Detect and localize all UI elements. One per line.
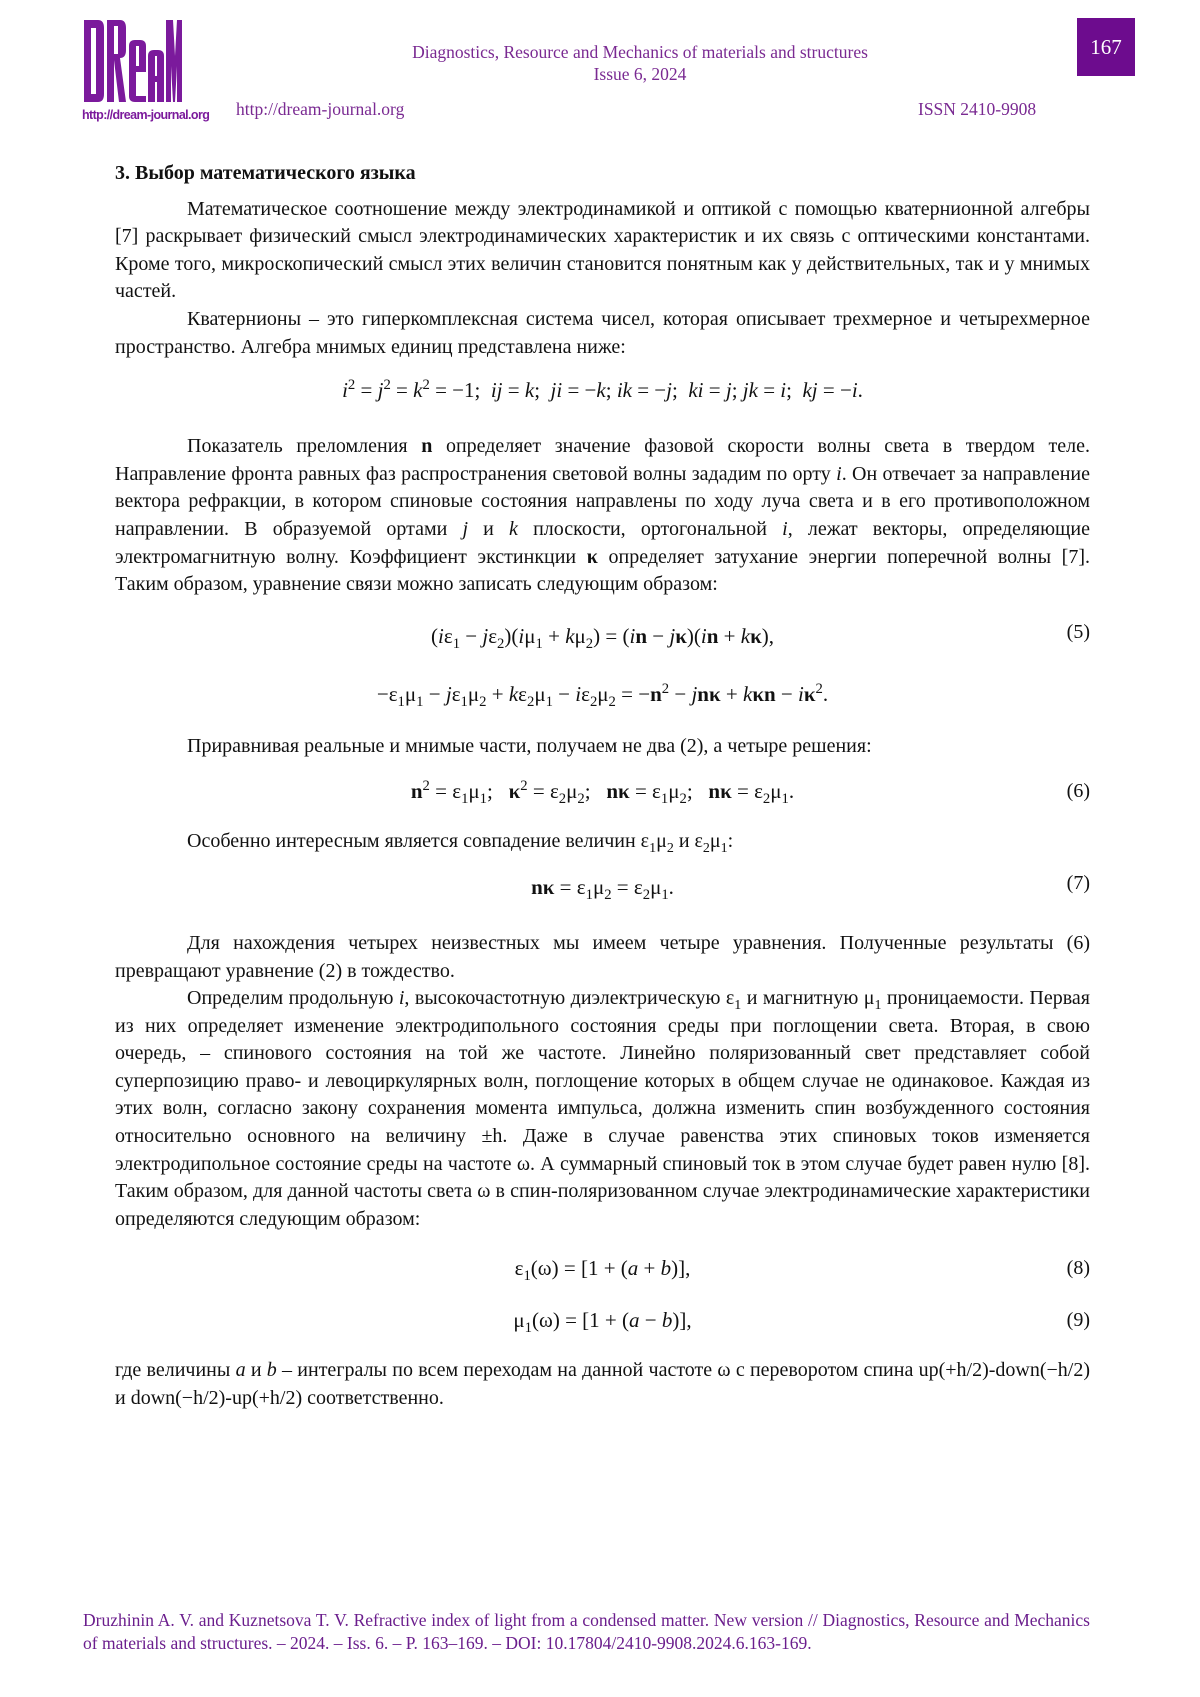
section-heading: 3. Выбор математического языка xyxy=(115,162,416,184)
equation-7-number: (7) xyxy=(1066,871,1090,894)
issn: ISSN 2410-9908 xyxy=(918,99,1037,119)
equation-7: $n\kappa = \varepsilon_1\mu_2 = \varepsilon_2\mu_1$. (7) xyxy=(531,871,1090,904)
paragraph-7: Определим продольную i, высокочастотную диэлектрическую $\varepsilon_1$ и магнитную $\mu_1$ проницаемости. Первая из них определяет изменение электродипольного состояния среды при поглощении света. Вторая, в свою очередь, – спинового состояния на той же частоте. Линейно поляризованный свет представляет собой суперпозицию право- и левоциркулярных волн, поглощение которых в общем случае не одинаковое. Каждая из этих волн, согласно закону сохранения момента импульса, должна изменить спин возбужденного состояния относительно основного на величину ±h. Даже в случае равенства этих спиновых токов изменяется электродипольное состояние среды на частоте ω. А суммарный спиновый ток в этом случае будет равен нулю [8]. Таким образом, для данной частоты света ω в спин-поляризованном случае электродинамические характеристики определяются следующим образом: xyxy=(115,987,1090,1230)
paragraph-5: Особенно интересным является совпадение величин $\varepsilon_1\mu_2$ и $\varepsilon_2\mu_1$: xyxy=(187,830,734,857)
journal-issue: Issue 6, 2024 xyxy=(593,64,687,84)
paragraph-6: Для нахождения четырех неизвестных мы имеем четыре уравнения. Полученные результаты (6) превращают уравнение (2) в тождество. xyxy=(115,931,1090,982)
paragraph-8: где величины a и b – интегралы по всем переходам на данной частоте ω с переворотом спина up(+h/2)-down(−h/2) и down(−h/2)-up(+h/2) соответственно. xyxy=(115,1359,1090,1410)
logo-url-text: http://dream-journal.org xyxy=(82,108,210,122)
equation-quaternion-units: $i^2 = j^2 = k^2 = -1$; ij = k; ji = −k; ik = −j; ki = j; jk = i; kj = −i. xyxy=(342,377,863,403)
dream-logo-graphic xyxy=(82,16,182,106)
equation-5-expanded: $-\varepsilon_1\mu_1 - j\varepsilon_1\mu_2 + k\varepsilon_2\mu_1 - i\varepsilon_2\mu_2 = -n^2 - jn\kappa + k\kappa n - i\kappa^2$. xyxy=(376,680,829,710)
equation-5: $(i\varepsilon_1 - j\varepsilon_2)(i\mu_1 + k\mu_2) = (in - j\kappa)(in + k\kappa)$, (5) xyxy=(431,620,1090,652)
equation-6-number: (6) xyxy=(1066,780,1090,803)
equation-6: $n^2 = \varepsilon_1\mu_1$; $\kappa^2 = \varepsilon_2\mu_2$; $n\kappa = \varepsilon_1\mu_2$; $n\kappa = \varepsilon_2\mu_1$. (6) xyxy=(410,778,1090,808)
paragraph-4: Приравнивая реальные и мнимые части, получаем не два (2), а четыре решения: xyxy=(187,734,872,757)
paragraph-2: Кватернионы – это гиперкомплексная система чисел, которая описывает трехмерное и четырехмерное пространство. Алгебра мнимых единиц представлена ниже: xyxy=(115,307,1090,358)
equation-8: $\varepsilon_1(\omega) = [1 + (a + b)]$, (8) xyxy=(514,1256,1090,1285)
equation-5-number: (5) xyxy=(1066,620,1090,643)
paragraph-1: Математическое соотношение между электродинамикой и оптикой с помощью кватернионной алгебры [7] раскрывает физический смысл электродинамических характеристик и их связь с оптическими константами. Кроме того, микроскопический смысл этих величин становится понятным как у действительных, так и у мнимых частей. xyxy=(115,197,1090,303)
page-number-badge: 167 xyxy=(1077,18,1135,76)
journal-title: Diagnostics, Resource and Mechanics of materials and structures xyxy=(412,42,868,62)
equation-9-number: (9) xyxy=(1066,1309,1090,1332)
paragraph-3: Показатель преломления n определяет значение фазовой скорости волны света в твердом теле. Направление фронта равных фаз распространения световой волны зададим по орту i. Он отвечает за направление вектора рефракции, в котором спиновые состояния направлены по ходу луча света и в его противоположном направлении. В образуемой ортами j и k плоскости, ортогональной i, лежат векторы, определяющие электромагнитную волну. Коэффициент экстинкции κ определяет затухание энергии поперечной волны [7]. Таким образом, уравнение связи можно записать следующим образом: xyxy=(115,435,1091,596)
equation-9: $\mu_1(\omega) = [1 + (a - b)]$, (9) xyxy=(513,1308,1090,1337)
equation-8-number: (8) xyxy=(1066,1257,1090,1280)
article-body xyxy=(115,160,1090,1413)
journal-url-link[interactable]: http://dream-journal.org xyxy=(236,99,405,119)
citation-footer: Druzhinin A. V. and Kuznetsova T. V. Refractive index of light from a condensed matter. New version // Diagnostics, Resource and Mechanics of materials and structures. – 2024. – Iss. 6. – P. 163–169. – DOI: 10.17804/2410-9908.2024.6.163-169. xyxy=(83,1610,1090,1653)
